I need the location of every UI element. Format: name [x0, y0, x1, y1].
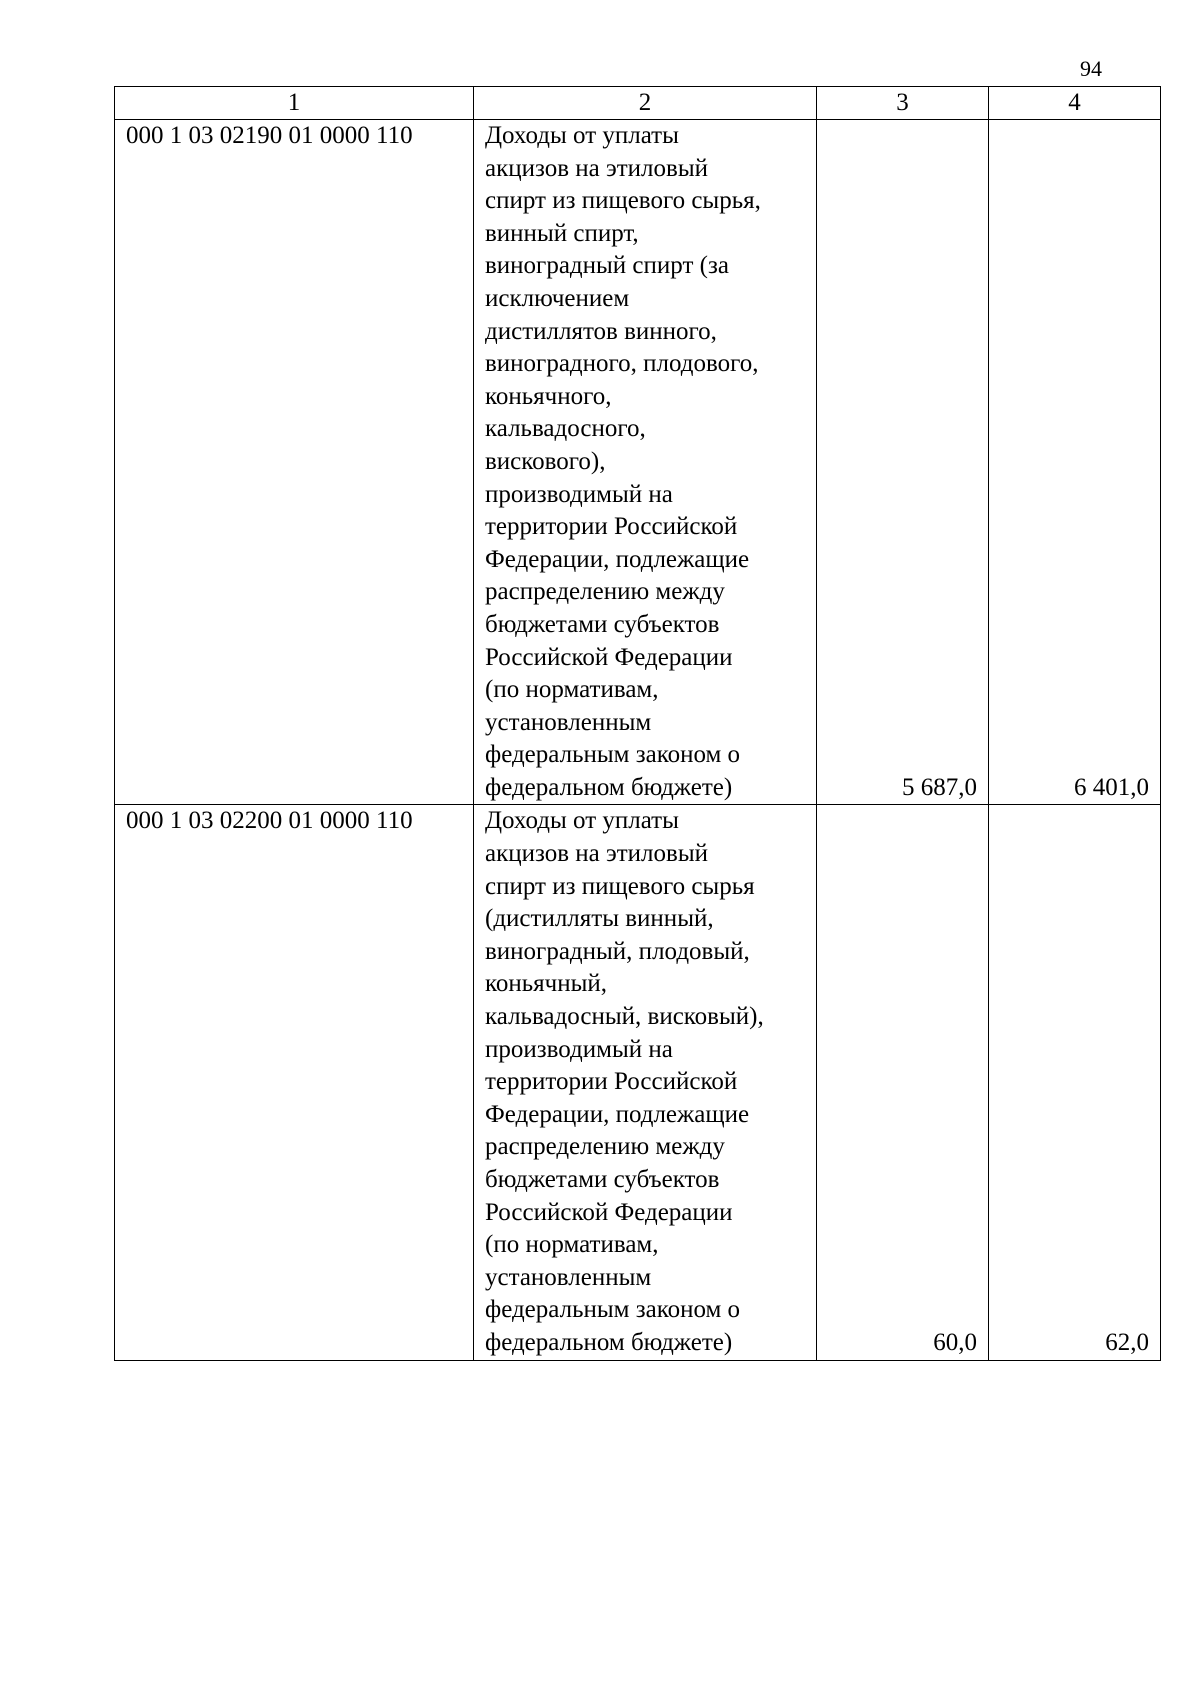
- revenue-name-line: вискового),: [485, 447, 606, 475]
- revenue-name-line: установленным: [485, 1263, 652, 1291]
- revenue-name-line: федеральным законом о: [485, 1296, 741, 1324]
- revenue-name-line: акцизов на этиловый: [485, 840, 708, 868]
- revenue-name-line: бюджетами субъектов: [485, 1166, 720, 1193]
- revenue-name-line: винный спирт,: [485, 219, 639, 247]
- revenue-name-line: бюджетами субъектов: [485, 610, 720, 638]
- revenue-name-line: федеральном бюджете): [485, 1328, 733, 1356]
- revenue-name-line: исключением: [485, 284, 630, 312]
- revenue-name-line: установленным: [485, 708, 652, 736]
- revenue-name-line: акцизов на этиловый: [485, 154, 708, 182]
- revenue-name-line: виноградный, плодовый,: [485, 937, 750, 965]
- revenue-name-line: спирт из пищевого сырья: [485, 872, 755, 900]
- value-column-4: 6 401,0: [989, 120, 1161, 805]
- revenue-name-line: спирт из пищевого сырья,: [485, 187, 761, 215]
- table-header-row: [115, 87, 1161, 120]
- revenue-name-line: кальвадосный, висковый),: [485, 1003, 764, 1031]
- revenue-name-line: Федерации, подлежащие: [485, 1100, 750, 1128]
- column-header-1: 1: [115, 87, 474, 120]
- revenue-name-line: Российской Федерации: [485, 1198, 733, 1226]
- page-number: 94: [1080, 56, 1102, 81]
- revenue-name-line: федеральном бюджете): [485, 773, 733, 801]
- table-row: [115, 805, 1161, 1360]
- revenue-name-line: территории Российской: [485, 513, 738, 541]
- value-column-3: 60,0: [817, 805, 989, 1360]
- revenue-name-line: (по нормативам,: [485, 1231, 659, 1259]
- column-header-4: 4: [989, 87, 1161, 120]
- value-column-3: 5 687,0: [817, 120, 989, 805]
- budget-revenue-table: [114, 86, 1161, 1361]
- revenue-name-line: виноградный спирт (за: [485, 252, 729, 280]
- revenue-name-line: производимый на: [485, 1035, 673, 1063]
- revenue-name: [474, 120, 817, 805]
- value-column-4: 62,0: [989, 805, 1161, 1360]
- table-row: [115, 120, 1161, 805]
- column-header-3: 3: [817, 87, 989, 120]
- revenue-name-line: (по нормативам,: [485, 676, 659, 704]
- revenue-name-line: виноградного, плодового,: [485, 350, 759, 378]
- budget-classification-code: 000 1 03 02200 01 0000 110: [115, 805, 474, 1360]
- revenue-name-line: федеральным законом о: [485, 741, 741, 769]
- revenue-name: [474, 805, 817, 1360]
- revenue-name-line: коньячный,: [485, 970, 608, 998]
- revenue-name-line: дистиллятов винного,: [485, 317, 717, 345]
- revenue-name-line: распределению между: [485, 1133, 725, 1161]
- revenue-name-line: распределению между: [485, 578, 725, 606]
- revenue-name-line: коньячного,: [485, 382, 612, 410]
- column-header-2: 2: [474, 87, 817, 120]
- revenue-name-line: Российской Федерации: [485, 643, 733, 671]
- budget-classification-code: 000 1 03 02190 01 0000 110: [115, 120, 474, 805]
- revenue-name-line: кальвадосного,: [485, 415, 646, 443]
- revenue-name-line: Доходы от уплаты: [485, 807, 679, 835]
- revenue-name-line: (дистилляты винный,: [485, 905, 714, 933]
- revenue-name-line: Доходы от уплаты: [485, 122, 679, 149]
- revenue-name-line: территории Российской: [485, 1068, 738, 1096]
- revenue-name-line: производимый на: [485, 480, 673, 508]
- revenue-name-line: Федерации, подлежащие: [485, 545, 750, 573]
